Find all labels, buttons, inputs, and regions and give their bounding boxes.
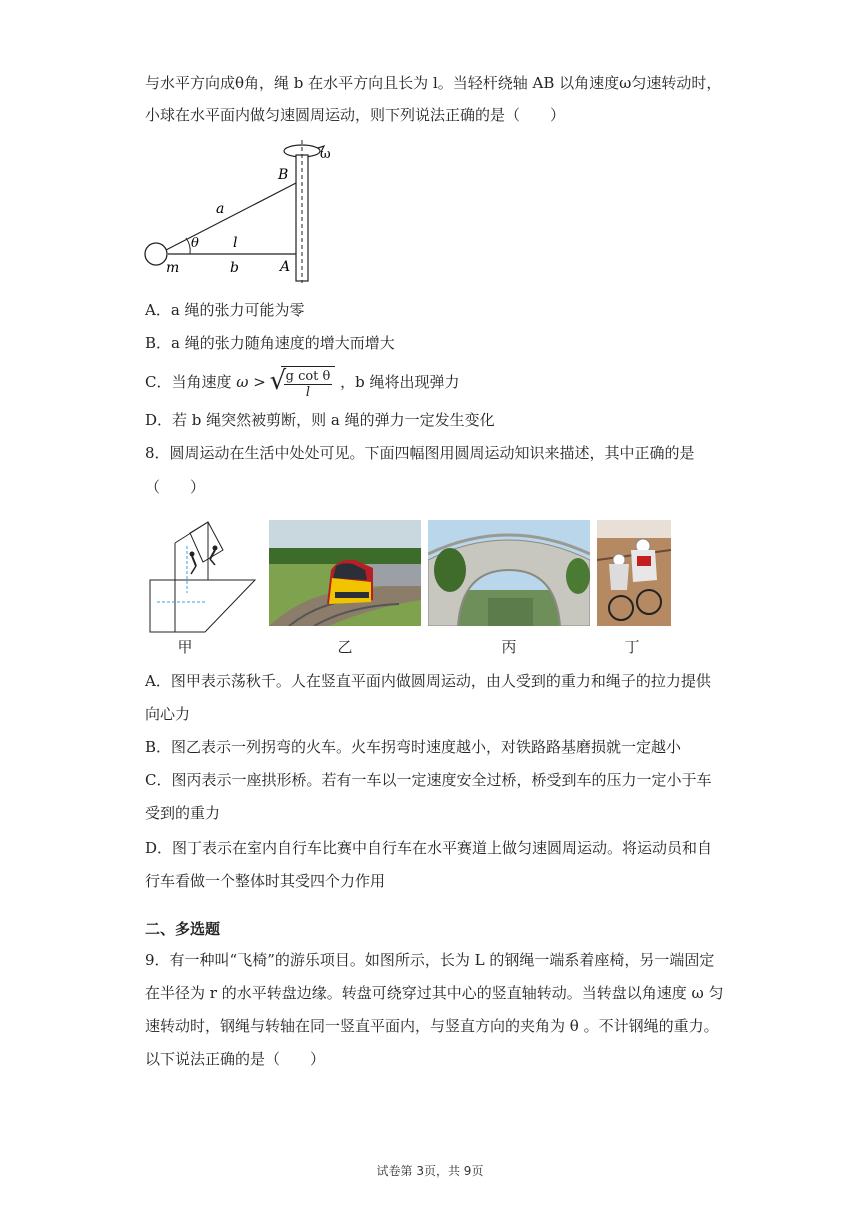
q8-option-d-line1: D．图丁表示在室内自行车比赛中自行车在水平赛道上做匀速圆周运动。将运动员和自: [145, 839, 713, 857]
caption-bing: 丙: [501, 638, 517, 656]
fig-label-l: l: [233, 235, 238, 251]
fig-label-B: B: [278, 167, 289, 183]
q7-option-c-omega: ω >: [236, 372, 266, 391]
caption-yi: 乙: [337, 638, 353, 656]
sqrt-symbol: [281, 366, 336, 400]
cycling-photo: [597, 520, 671, 626]
fraction-numerator: √ g cot θ: [285, 368, 331, 384]
caption-jia: 甲: [177, 638, 193, 656]
fraction-denominator: l: [305, 384, 311, 400]
q9-line3: 速转动时，钢绳与转轴在同一竖直平面内，与竖直方向的夹角为 θ 。不计钢绳的重力。: [145, 1017, 719, 1035]
q7-intro-line2: 小球在水平面内做匀速圆周运动，则下列说法正确的是（ ）: [145, 106, 566, 124]
swing-diagram: [145, 518, 260, 633]
q8-stem-line1: 8．圆周运动在生活中处处可见。下面四幅图用圆周运动知识来描述，其中正确的是: [145, 444, 695, 462]
q7-intro-line1: 与水平方向成θ角，绳 b 在水平方向且长为 l。当轻杆绕轴 AB 以角速度ω匀速转动时，: [145, 74, 722, 92]
q7-rod-figure: [140, 138, 340, 288]
section-title-multi-choice: 二、多选题: [145, 920, 221, 938]
fig-label-b: b: [230, 260, 239, 276]
q7-option-d: D．若 b 绳突然被剪断，则 a 绳的弹力一定发生变化: [145, 411, 495, 429]
fig-label-a: a: [216, 201, 225, 217]
q7-option-b: B．a 绳的张力随角速度的增大而增大: [145, 334, 395, 352]
q9-line2: 在半径为 r 的水平转盘边缘。转盘可绕穿过其中心的竖直轴转动。当转盘以角速度 ω 匀: [145, 984, 724, 1002]
q9-line1: 9．有一种叫“飞椅”的游乐项目。如图所示，长为 L 的钢绳一端系着座椅，另一端固定: [145, 951, 715, 969]
arch-bridge-photo: [428, 520, 590, 626]
q7-option-c-prefix: C．当角速度: [145, 372, 232, 391]
fig-label-A: A: [280, 259, 291, 275]
q7-option-c: [145, 366, 460, 400]
train-photo: [269, 520, 421, 626]
q8-stem-line2: （ ）: [145, 478, 206, 496]
q8-option-c-line1: C．图丙表示一座拱形桥。若有一车以一定速度安全过桥，桥受到车的压力一定小于车: [145, 771, 712, 789]
q9-line4: 以下说法正确的是（ ）: [145, 1050, 326, 1068]
fig-label-m: m: [166, 260, 180, 276]
q7-option-c-suffix: ，b 绳将出现弹力: [340, 372, 460, 391]
q8-option-b: B．图乙表示一列拐弯的火车。火车拐弯时速度越小，对铁路路基磨损就一定越小: [145, 738, 682, 756]
caption-ding: 丁: [624, 638, 640, 656]
q8-option-a-line2: 向心力: [145, 705, 191, 723]
q8-option-c-line2: 受到的重力: [145, 804, 221, 822]
page-footer: 试卷第 3页，共 9页: [376, 1164, 484, 1178]
q8-option-a-line1: A．图甲表示荡秋千。人在竖直平面内做圆周运动，由人受到的重力和绳子的拉力提供: [145, 672, 711, 690]
fig-label-omega: ω: [320, 147, 331, 162]
q7-option-c-fraction: [284, 369, 333, 400]
fig-label-theta: θ: [191, 236, 199, 251]
q8-option-d-line2: 行车看做一个整体时其受四个力作用: [145, 872, 386, 890]
q7-option-a: A．a 绳的张力可能为零: [145, 301, 305, 319]
